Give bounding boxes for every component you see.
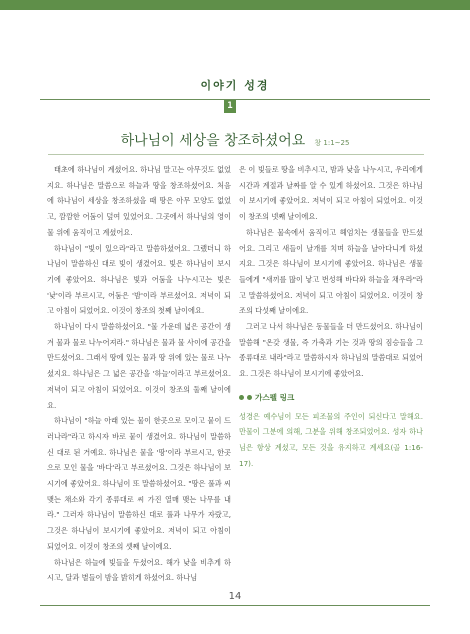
left-text-column bbox=[47, 162, 231, 586]
bottom-divider bbox=[40, 605, 430, 606]
top-color-band bbox=[0, 0, 470, 10]
paragraph: 하나님은 하늘에 빛들을 두셨어요. 해가 낮을 비추게 하시고, 달과 별들이 밤을 밝히게 하셨어요. 하나님 bbox=[47, 557, 231, 583]
bullet-dot-icon bbox=[239, 395, 244, 400]
paragraph: 태초에 하나님이 계셨어요. 하나님 말고는 아무것도 없었지요. 하나님은 말씀으로 하늘과 땅을 창조하셨어요. 처음에 하나님이 세상을 창조하셨을 때 땅은 아무 모양도 없었고, 깜깜한 어둠이 덮여 있었어요. 그곳에서 하나님의 영이 물 위에 움직이고 계셨어요. bbox=[47, 165, 231, 237]
right-text-column bbox=[239, 162, 423, 471]
gospel-link-label: 가스펠 링크 bbox=[255, 392, 295, 402]
paragraph: 그러고 나서 하나님은 동물들을 더 만드셨어요. 하나님이 말씀해 "온갖 생물, 즉 가축과 기는 것과 땅의 짐승들을 그 종류대로 내라"라고 말씀하시자 하나님의 말씀대로 되었어요. 그것은 하나님이 보시기에 좋았어요. bbox=[239, 322, 423, 379]
page-number: 14 bbox=[228, 591, 242, 602]
bullet-dot-icon bbox=[247, 395, 252, 400]
paragraph: 은 이 빛들로 땅을 비추시고, 밤과 낮을 나누시고, 우리에게 시간과 계절과 날짜를 알 수 있게 하셨어요. 그것은 하나님이 보시기에 좋았어요. 저녁이 되고 아침이 되었어요. 이것이 창조의 넷째 날이에요. bbox=[239, 165, 423, 222]
story-title: 하나님이 세상을 창조하셨어요 bbox=[120, 133, 306, 149]
paragraph: 하나님이 "하늘 아래 있는 물이 한곳으로 모이고 뭍이 드러나라"라고 하시자 바로 뭍이 생겼어요. 하나님이 말씀하신 대로 된 거예요. 하나님은 뭍을 '땅'이라 부르시고, 한곳으로 모인 물을 '바다'라고 부르셨어요. 그것은 하나님이 보시기에 좋았어요. 하나님이 또 말씀하셨어요. "땅은 풀과 씨 맺는 채소와 각기 종류대로 씨 가진 열매 맺는 나무를 내라." 그러자 하나님이 말씀하신 대로 풀과 나무가 자랐고, 그것은 하나님이 보시기에 좋았어요. 저녁이 되고 아침이 되었어요. 이것이 창조의 셋째 날이에요. bbox=[47, 416, 231, 551]
story-title-block bbox=[0, 130, 470, 150]
section-heading: 이야기 성경 bbox=[200, 79, 270, 92]
paragraph: 하나님이 다시 말씀하셨어요. "물 가운데 넓은 공간이 생겨 물과 물로 나누어져라." 하나님은 물과 물 사이에 공간을 만드셨어요. 그래서 땅에 있는 물과 땅 위에 있는 물로 나누셨지요. 하나님은 그 넓은 공간을 '하늘'이라고 부르셨어요. 저녁이 되고 아침이 되었어요. 이것이 창조의 둘째 날이에요. bbox=[47, 322, 231, 410]
gospel-link-heading bbox=[239, 390, 423, 406]
paragraph: 하나님은 물속에서 움직이고 헤엄치는 생물들을 만드셨어요. 그리고 새들이 날개를 치며 하늘을 날아다니게 하셨지요. 그것은 하나님이 보시기에 좋았어요. 하나님은 생물들에게 "새끼를 많이 낳고 번성해 바다와 하늘을 채우라"라고 말씀하셨어요. 저녁이 되고 아침이 되었어요. 이것이 창조의 다섯째 날이에요. bbox=[239, 227, 423, 316]
chapter-number-badge: 1 bbox=[224, 100, 236, 113]
title-underline bbox=[48, 154, 424, 155]
scripture-reference: 창 1:1~25 bbox=[314, 139, 350, 147]
gospel-link-text: 성경은 예수님이 모든 피조물의 주인이 되신다고 말해요. 만물이 그분에 의해, 그분을 위해 창조되었어요. 성자 하나님은 항상 계셨고, 모든 것을 유지하고 계세요(골 1:16-17). bbox=[239, 411, 423, 468]
paragraph: 하나님이 "빛이 있으라"라고 말씀하셨어요. 그랬더니 하나님이 말씀하신 대로 빛이 생겼어요. 빛은 하나님이 보시기에 좋았어요. 하나님은 빛과 어둠을 나누시고는 빛은 '낮'이라 부르시고, 어둠은 '밤'이라 부르셨어요. 저녁이 되고 아침이 되었어요. 이것이 창조의 첫째 날이에요. bbox=[47, 243, 231, 316]
